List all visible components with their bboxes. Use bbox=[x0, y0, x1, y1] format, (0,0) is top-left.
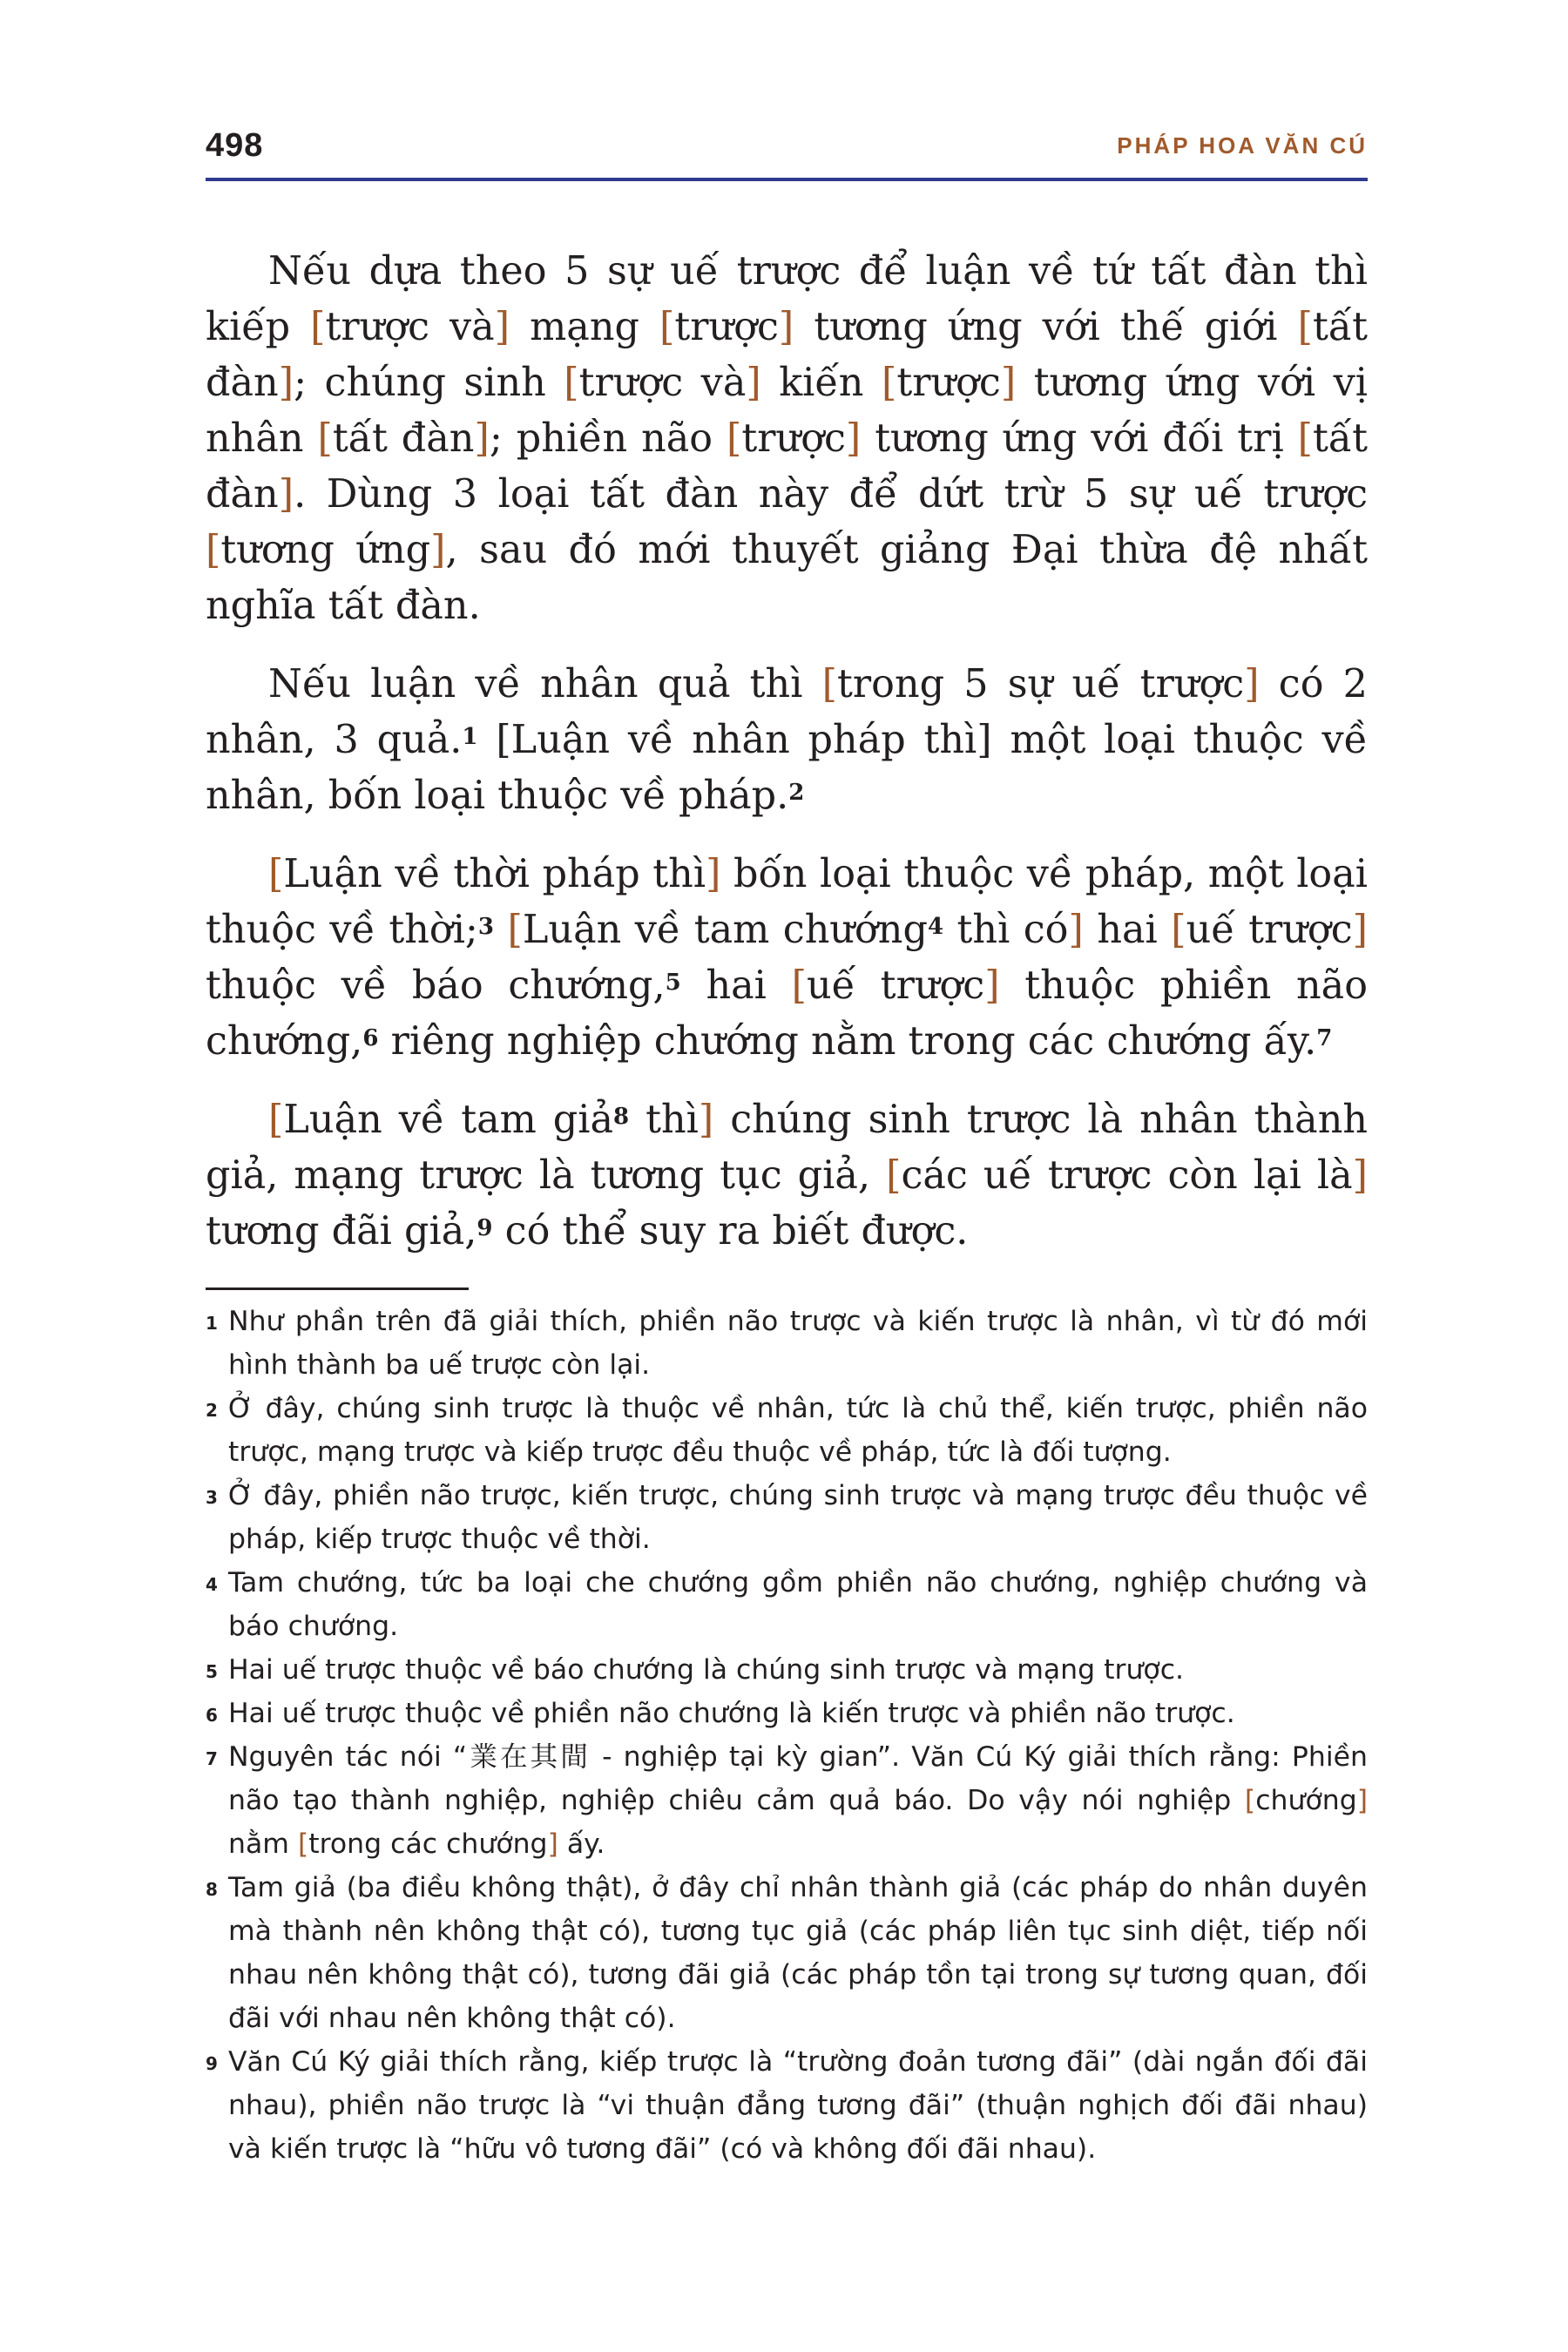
bracket: ] bbox=[278, 472, 294, 517]
footnote bbox=[206, 1387, 1368, 1474]
text-segment: uế trược bbox=[1186, 908, 1353, 952]
bracket: [ bbox=[659, 305, 675, 349]
bracket: ] bbox=[494, 305, 510, 349]
footnote bbox=[206, 1735, 1368, 1866]
bracket: ] bbox=[1352, 908, 1368, 952]
paragraph bbox=[206, 657, 1368, 824]
footnote-ref: 3 bbox=[477, 914, 495, 940]
paragraph bbox=[206, 847, 1368, 1070]
footnote bbox=[206, 1561, 1368, 1648]
bracket: [ bbox=[507, 908, 523, 952]
text-segment: thì có bbox=[943, 908, 1069, 952]
bracket: ] bbox=[845, 416, 862, 461]
bracket: [ bbox=[881, 361, 897, 405]
text-segment: nằm bbox=[228, 1828, 298, 1860]
paragraph bbox=[206, 1092, 1368, 1260]
text-segment: thì bbox=[629, 1098, 699, 1142]
running-title: PHÁP HOA VĂN CÚ bbox=[1117, 132, 1368, 159]
footnote-number: 3 bbox=[206, 1487, 218, 1508]
footnote-ref: 1 bbox=[462, 724, 478, 750]
text-segment: thuộc về báo chướng, bbox=[206, 963, 666, 1008]
bracket: ] bbox=[984, 963, 1000, 1008]
text-segment: chúng sinh trược là nhân thành giả, mạng trược là tương tục giả, bbox=[206, 1098, 1369, 1198]
bracket: ] bbox=[278, 361, 294, 405]
text-segment: bốn loại thuộc về pháp, một loại thuộc về thời; bbox=[206, 852, 1368, 952]
text-segment: mạng bbox=[510, 305, 660, 349]
text-segment: trược bbox=[896, 361, 1001, 405]
footnote-number: 2 bbox=[206, 1400, 218, 1421]
text-segment: hai bbox=[1083, 908, 1172, 952]
text-segment: Nếu dựa theo 5 sự uế trược để luận về tứ tất đàn thì kiếp bbox=[206, 249, 1368, 349]
text-segment: Luận về tam chướng bbox=[522, 908, 928, 952]
bracket: [ bbox=[206, 528, 221, 572]
bracket: [ bbox=[268, 852, 284, 896]
bracket: [ bbox=[821, 662, 838, 706]
main-text bbox=[206, 244, 1368, 1282]
footnote-separator bbox=[206, 1288, 469, 1290]
text-segment: có 2 nhân, 3 quả. bbox=[206, 662, 1368, 762]
bracket: [ bbox=[317, 416, 333, 461]
text-segment: trược và bbox=[325, 305, 495, 349]
page-header bbox=[206, 122, 1368, 174]
text-segment: trong các chướng bbox=[308, 1828, 548, 1860]
text-segment: tất đàn bbox=[332, 416, 475, 461]
text-segment: thuộc phiền não chướng, bbox=[206, 963, 1368, 1064]
text-segment: tương ứng với vị nhân bbox=[206, 361, 1368, 461]
text-segment: tương ứng với đối trị bbox=[861, 416, 1298, 461]
bracket: [ bbox=[886, 1153, 902, 1198]
text-segment: tương ứng với thế giới bbox=[794, 305, 1298, 349]
text-segment: tất đàn bbox=[206, 305, 1368, 405]
text-segment: Tam giả (ba điều không thật), ở đây chỉ nhân thành giả (các pháp do nhân duyên mà thành nên không thật có), tương tục giả (các pháp liên tục sinh diệt, tiếp nối nhau nên không thật có), tương đãi giả (các pháp tồn tại trong sự tương quan, đối đãi với nhau nên không thật có). bbox=[228, 1872, 1368, 2034]
bracket: ] bbox=[1356, 1785, 1368, 1816]
text-segment: Như phần trên đã giải thích, phiền não trược và kiến trược là nhân, vì từ đó mới hình thành ba uế trược còn lại. bbox=[228, 1306, 1368, 1381]
text-segment: riêng nghiệp chướng nằm trong các chướng ấy. bbox=[378, 1019, 1317, 1064]
text-segment: các uế trược còn lại là bbox=[901, 1153, 1353, 1198]
bracket: ] bbox=[778, 305, 794, 349]
footnote-ref: 6 bbox=[362, 1025, 379, 1051]
footnote-number: 7 bbox=[206, 1748, 218, 1769]
footnote-ref: 8 bbox=[613, 1104, 630, 1130]
text-segment: Hai uế trược thuộc về báo chướng là chúng sinh trược và mạng trược. bbox=[228, 1654, 1185, 1686]
text-segment bbox=[494, 908, 507, 952]
bracket: [ bbox=[268, 1098, 284, 1142]
bracket: ] bbox=[1352, 1153, 1368, 1198]
text-segment: . Dùng 3 loại tất đàn này để dứt trừ 5 sự uế trược bbox=[294, 472, 1368, 517]
footnote bbox=[206, 1300, 1368, 1387]
bracket: ] bbox=[430, 528, 446, 572]
bracket: ] bbox=[1068, 908, 1084, 952]
bracket: [ bbox=[727, 416, 742, 461]
footnote-number: 5 bbox=[206, 1661, 218, 1682]
text-segment: ấy. bbox=[558, 1828, 605, 1860]
text-segment: trong 5 sự uế trược bbox=[837, 662, 1245, 706]
text-segment: tất đàn bbox=[206, 416, 1369, 517]
bracket: ] bbox=[1000, 361, 1017, 405]
footnote-number: 6 bbox=[206, 1705, 218, 1726]
text-segment: có thể suy ra biết được. bbox=[492, 1209, 969, 1254]
footnote-number: 4 bbox=[206, 1574, 218, 1595]
bracket: [ bbox=[310, 305, 326, 349]
text-segment: Nếu luận về nhân quả thì bbox=[268, 662, 822, 706]
bracket: [ bbox=[1297, 305, 1313, 349]
text-segment: Nguyên tác nói “業在其間 - nghiệp tại kỳ gian”. Văn Cú Ký giải thích rằng: Phiền não tạo thành nghiệp, nghiệp chiêu cảm quả báo. Do vậy nói nghiệp bbox=[228, 1741, 1368, 1816]
bracket: ] bbox=[746, 361, 761, 405]
bracket: [ bbox=[1171, 908, 1186, 952]
footnote bbox=[206, 2040, 1368, 2171]
bracket: [ bbox=[1244, 1785, 1256, 1816]
footnote-ref: 2 bbox=[788, 780, 805, 806]
text-segment: trược bbox=[741, 416, 846, 461]
footnote-ref: 9 bbox=[476, 1215, 493, 1241]
bracket: [ bbox=[297, 1828, 309, 1860]
footnotes bbox=[206, 1300, 1368, 2171]
footnote-number: 8 bbox=[206, 1879, 218, 1900]
text-segment: hai bbox=[680, 963, 792, 1008]
text-segment: ; phiền não bbox=[489, 416, 727, 461]
text-segment: Tam chướng, tức ba loại che chướng gồm phiền não chướng, nghiệp chướng và báo chướng. bbox=[228, 1567, 1368, 1642]
text-segment: , sau đó mới thuyết giảng Đại thừa đệ nhất nghĩa tất đàn. bbox=[206, 528, 1368, 628]
bracket: [ bbox=[564, 361, 579, 405]
text-segment: chướng bbox=[1255, 1785, 1357, 1816]
text-segment: tương đãi giả, bbox=[206, 1209, 477, 1254]
bracket: ] bbox=[547, 1828, 558, 1860]
text-segment: Luận về thời pháp thì bbox=[283, 852, 706, 896]
text-segment: trược và bbox=[578, 361, 747, 405]
header-rule bbox=[206, 178, 1368, 181]
text-segment: trược bbox=[674, 305, 779, 349]
text-segment: ; chúng sinh bbox=[294, 361, 564, 405]
footnote-ref: 7 bbox=[1316, 1025, 1333, 1051]
text-segment: Ở đây, phiền não trược, kiến trược, chúng sinh trược và mạng trược đều thuộc về pháp, kiếp trược thuộc về thời. bbox=[228, 1480, 1368, 1555]
bracket: ] bbox=[698, 1098, 714, 1142]
footnote-ref: 5 bbox=[665, 970, 681, 996]
footnote bbox=[206, 1474, 1368, 1561]
footnote bbox=[206, 1648, 1368, 1692]
text-segment: [Luận về nhân pháp thì] một loại thuộc về nhân, bốn loại thuộc về pháp. bbox=[206, 718, 1368, 818]
bracket: ] bbox=[1244, 662, 1260, 706]
footnote bbox=[206, 1692, 1368, 1735]
bracket: [ bbox=[1297, 416, 1313, 461]
footnote-number: 9 bbox=[206, 2053, 218, 2074]
bracket: ] bbox=[474, 416, 490, 461]
footnote bbox=[206, 1866, 1368, 2040]
text-segment: uế trược bbox=[806, 963, 985, 1008]
bracket: [ bbox=[791, 963, 807, 1008]
footnote-ref: 4 bbox=[927, 914, 944, 940]
page-number: 498 bbox=[206, 127, 264, 164]
text-segment: Luận về tam giả bbox=[283, 1098, 614, 1142]
text-segment: tương ứng bbox=[220, 528, 431, 572]
paragraph bbox=[206, 244, 1368, 634]
bracket: ] bbox=[706, 852, 721, 896]
text-segment: Ở đây, chúng sinh trược là thuộc về nhân, tức là chủ thể, kiến trược, phiền não trược, mạng trược và kiếp trược đều thuộc về pháp, tức là đối tượng. bbox=[228, 1393, 1368, 1468]
footnote-number: 1 bbox=[206, 1313, 218, 1334]
text-segment: Hai uế trược thuộc về phiền não chướng là kiến trược và phiền não trược. bbox=[228, 1698, 1235, 1729]
text-segment: Văn Cú Ký giải thích rằng, kiếp trược là “trường đoản tương đãi” (dài ngắn đối đãi nhau), phiền não trược là “vi thuận đẳng tương đãi” (thuận nghịch đối đãi nhau) và kiến trược là “hữu vô tương đãi” (có và không đối đãi nhau). bbox=[228, 2046, 1368, 2165]
text-segment: kiến bbox=[760, 361, 882, 405]
